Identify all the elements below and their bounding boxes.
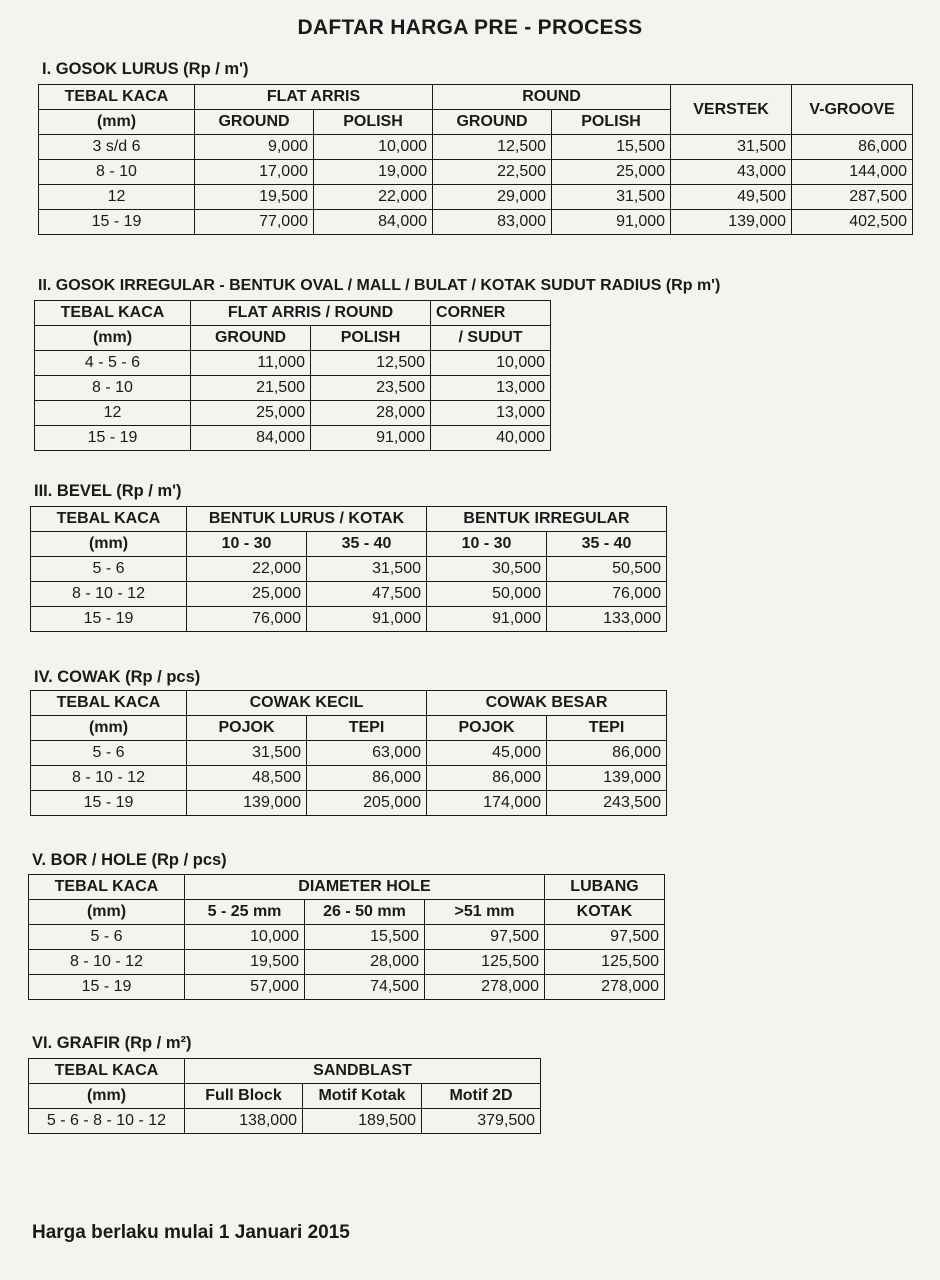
table-row [31, 766, 667, 791]
price-validity-note: Harga berlaku mulai 1 Januari 2015 [32, 1222, 350, 1243]
cowak-table [30, 690, 667, 816]
thickness-cell: 5 - 6 [31, 557, 187, 582]
header-ground: GROUND [195, 110, 314, 135]
price-cell: 31,500 [552, 185, 671, 210]
header-v-groove: V-GROOVE [792, 85, 913, 135]
header-mm: (mm) [31, 532, 187, 557]
price-cell: 125,500 [425, 950, 545, 975]
header-mm: (mm) [35, 326, 191, 351]
table-row [29, 925, 665, 950]
price-cell: 91,000 [307, 607, 427, 632]
price-cell: 15,500 [552, 135, 671, 160]
price-cell: 91,000 [311, 426, 431, 451]
section-6-title: VI. GRAFIR (Rp / m²) [32, 1034, 192, 1052]
table-row [39, 135, 913, 160]
price-cell: 13,000 [431, 376, 551, 401]
table-row [29, 1109, 541, 1134]
header-diameter-5-25: 5 - 25 mm [185, 900, 305, 925]
price-cell: 243,500 [547, 791, 667, 816]
header-ground: GROUND [433, 110, 552, 135]
header-bentuk-lurus: BENTUK LURUS / KOTAK [187, 507, 427, 532]
price-cell: 86,000 [307, 766, 427, 791]
price-cell: 22,500 [433, 160, 552, 185]
price-cell: 40,000 [431, 426, 551, 451]
thickness-cell: 8 - 10 - 12 [31, 766, 187, 791]
table-row [35, 376, 551, 401]
price-cell: 10,000 [314, 135, 433, 160]
price-cell: 12,500 [433, 135, 552, 160]
header-range-10-30: 10 - 30 [427, 532, 547, 557]
price-cell: 50,000 [427, 582, 547, 607]
price-cell: 379,500 [422, 1109, 541, 1134]
table-row [29, 950, 665, 975]
table-row [39, 160, 913, 185]
price-cell: 138,000 [185, 1109, 303, 1134]
table-row [29, 975, 665, 1000]
header-diameter-hole: DIAMETER HOLE [185, 875, 545, 900]
price-cell: 86,000 [792, 135, 913, 160]
price-cell: 84,000 [314, 210, 433, 235]
table-row [31, 791, 667, 816]
price-cell: 45,000 [427, 741, 547, 766]
header-mm: (mm) [31, 716, 187, 741]
section-5-title: V. BOR / HOLE (Rp / pcs) [32, 851, 227, 869]
thickness-cell: 15 - 19 [35, 426, 191, 451]
header-tebal-kaca: TEBAL KACA [35, 301, 191, 326]
table-row [31, 607, 667, 632]
table-row [35, 351, 551, 376]
table-row [31, 582, 667, 607]
price-cell: 144,000 [792, 160, 913, 185]
price-cell: 287,500 [792, 185, 913, 210]
price-cell: 83,000 [433, 210, 552, 235]
header-tebal-kaca: TEBAL KACA [29, 875, 185, 900]
price-cell: 86,000 [547, 741, 667, 766]
price-cell: 22,000 [314, 185, 433, 210]
price-cell: 50,500 [547, 557, 667, 582]
thickness-cell: 3 s/d 6 [39, 135, 195, 160]
price-cell: 139,000 [547, 766, 667, 791]
thickness-cell: 8 - 10 [39, 160, 195, 185]
header-corner: CORNER [431, 301, 551, 326]
price-cell: 48,500 [187, 766, 307, 791]
header-tebal-kaca: TEBAL KACA [31, 507, 187, 532]
price-cell: 31,500 [187, 741, 307, 766]
header-polish: POLISH [311, 326, 431, 351]
price-cell: 139,000 [671, 210, 792, 235]
price-cell: 125,500 [545, 950, 665, 975]
header-cowak-besar: COWAK BESAR [427, 691, 667, 716]
thickness-cell: 12 [39, 185, 195, 210]
header-mm: (mm) [39, 110, 195, 135]
price-cell: 76,000 [187, 607, 307, 632]
header-pojok: POJOK [187, 716, 307, 741]
price-cell: 31,500 [307, 557, 427, 582]
thickness-cell: 5 - 6 [31, 741, 187, 766]
thickness-cell: 8 - 10 - 12 [29, 950, 185, 975]
section-4-title: IV. COWAK (Rp / pcs) [34, 668, 201, 686]
price-cell: 174,000 [427, 791, 547, 816]
header-tebal-kaca: TEBAL KACA [31, 691, 187, 716]
header-cowak-kecil: COWAK KECIL [187, 691, 427, 716]
table-row [35, 426, 551, 451]
header-range-35-40: 35 - 40 [547, 532, 667, 557]
price-cell: 30,500 [427, 557, 547, 582]
table-row [35, 401, 551, 426]
header-sandblast: SANDBLAST [185, 1059, 541, 1084]
grafir-table [28, 1058, 541, 1134]
header-polish: POLISH [552, 110, 671, 135]
thickness-cell: 15 - 19 [39, 210, 195, 235]
price-cell: 19,500 [185, 950, 305, 975]
price-cell: 13,000 [431, 401, 551, 426]
price-cell: 25,000 [552, 160, 671, 185]
header-bentuk-irregular: BENTUK IRREGULAR [427, 507, 667, 532]
price-cell: 189,500 [303, 1109, 422, 1134]
price-cell: 28,000 [305, 950, 425, 975]
price-cell: 9,000 [195, 135, 314, 160]
price-cell: 63,000 [307, 741, 427, 766]
header-motif-kotak: Motif Kotak [303, 1084, 422, 1109]
price-cell: 28,000 [311, 401, 431, 426]
price-cell: 15,500 [305, 925, 425, 950]
header-flat-arris: FLAT ARRIS [195, 85, 433, 110]
price-cell: 402,500 [792, 210, 913, 235]
price-cell: 29,000 [433, 185, 552, 210]
header-verstek: VERSTEK [671, 85, 792, 135]
price-cell: 22,000 [187, 557, 307, 582]
bor-hole-table [28, 874, 665, 1000]
header-flat-arris-round: FLAT ARRIS / ROUND [191, 301, 431, 326]
header-kotak: KOTAK [545, 900, 665, 925]
price-cell: 77,000 [195, 210, 314, 235]
price-cell: 133,000 [547, 607, 667, 632]
price-cell: 97,500 [425, 925, 545, 950]
price-cell: 76,000 [547, 582, 667, 607]
header-motif-2d: Motif 2D [422, 1084, 541, 1109]
price-cell: 19,500 [195, 185, 314, 210]
thickness-cell: 5 - 6 - 8 - 10 - 12 [29, 1109, 185, 1134]
page-title: DAFTAR HARGA PRE - PROCESS [297, 16, 643, 39]
header-lubang: LUBANG [545, 875, 665, 900]
price-cell: 10,000 [185, 925, 305, 950]
price-cell: 91,000 [552, 210, 671, 235]
header-tebal-kaca: TEBAL KACA [39, 85, 195, 110]
price-cell: 205,000 [307, 791, 427, 816]
price-cell: 49,500 [671, 185, 792, 210]
section-3-title: III. BEVEL (Rp / m') [34, 482, 182, 500]
price-cell: 10,000 [431, 351, 551, 376]
thickness-cell: 15 - 19 [31, 791, 187, 816]
price-cell: 139,000 [187, 791, 307, 816]
bevel-table [30, 506, 667, 632]
table-row [31, 557, 667, 582]
header-pojok: POJOK [427, 716, 547, 741]
thickness-cell: 4 - 5 - 6 [35, 351, 191, 376]
header-range-35-40: 35 - 40 [307, 532, 427, 557]
thickness-cell: 15 - 19 [29, 975, 185, 1000]
thickness-cell: 12 [35, 401, 191, 426]
price-cell: 278,000 [425, 975, 545, 1000]
table-row [31, 741, 667, 766]
price-cell: 17,000 [195, 160, 314, 185]
price-cell: 21,500 [191, 376, 311, 401]
price-cell: 97,500 [545, 925, 665, 950]
table-row [39, 210, 913, 235]
gosok-irregular-table [34, 300, 551, 451]
header-sudut: / SUDUT [431, 326, 551, 351]
price-cell: 74,500 [305, 975, 425, 1000]
header-diameter-26-50: 26 - 50 mm [305, 900, 425, 925]
header-tebal-kaca: TEBAL KACA [29, 1059, 185, 1084]
price-cell: 19,000 [314, 160, 433, 185]
price-cell: 23,500 [311, 376, 431, 401]
thickness-cell: 8 - 10 [35, 376, 191, 401]
header-range-10-30: 10 - 30 [187, 532, 307, 557]
price-cell: 57,000 [185, 975, 305, 1000]
header-mm: (mm) [29, 900, 185, 925]
section-1-title: I. GOSOK LURUS (Rp / m') [42, 60, 249, 78]
header-ground: GROUND [191, 326, 311, 351]
price-cell: 12,500 [311, 351, 431, 376]
price-cell: 84,000 [191, 426, 311, 451]
header-round: ROUND [433, 85, 671, 110]
gosok-lurus-table [38, 84, 913, 235]
header-mm: (mm) [29, 1084, 185, 1109]
header-full-block: Full Block [185, 1084, 303, 1109]
header-tepi: TEPI [307, 716, 427, 741]
header-tepi: TEPI [547, 716, 667, 741]
section-2-title: II. GOSOK IRREGULAR - BENTUK OVAL / MALL / BULAT / KOTAK SUDUT RADIUS (Rp m') [38, 277, 721, 294]
thickness-cell: 8 - 10 - 12 [31, 582, 187, 607]
price-cell: 31,500 [671, 135, 792, 160]
thickness-cell: 15 - 19 [31, 607, 187, 632]
price-cell: 86,000 [427, 766, 547, 791]
price-cell: 25,000 [191, 401, 311, 426]
price-cell: 47,500 [307, 582, 427, 607]
price-cell: 11,000 [191, 351, 311, 376]
thickness-cell: 5 - 6 [29, 925, 185, 950]
table-row [39, 185, 913, 210]
header-diameter-51: >51 mm [425, 900, 545, 925]
price-cell: 91,000 [427, 607, 547, 632]
header-polish: POLISH [314, 110, 433, 135]
price-cell: 43,000 [671, 160, 792, 185]
price-cell: 278,000 [545, 975, 665, 1000]
price-cell: 25,000 [187, 582, 307, 607]
